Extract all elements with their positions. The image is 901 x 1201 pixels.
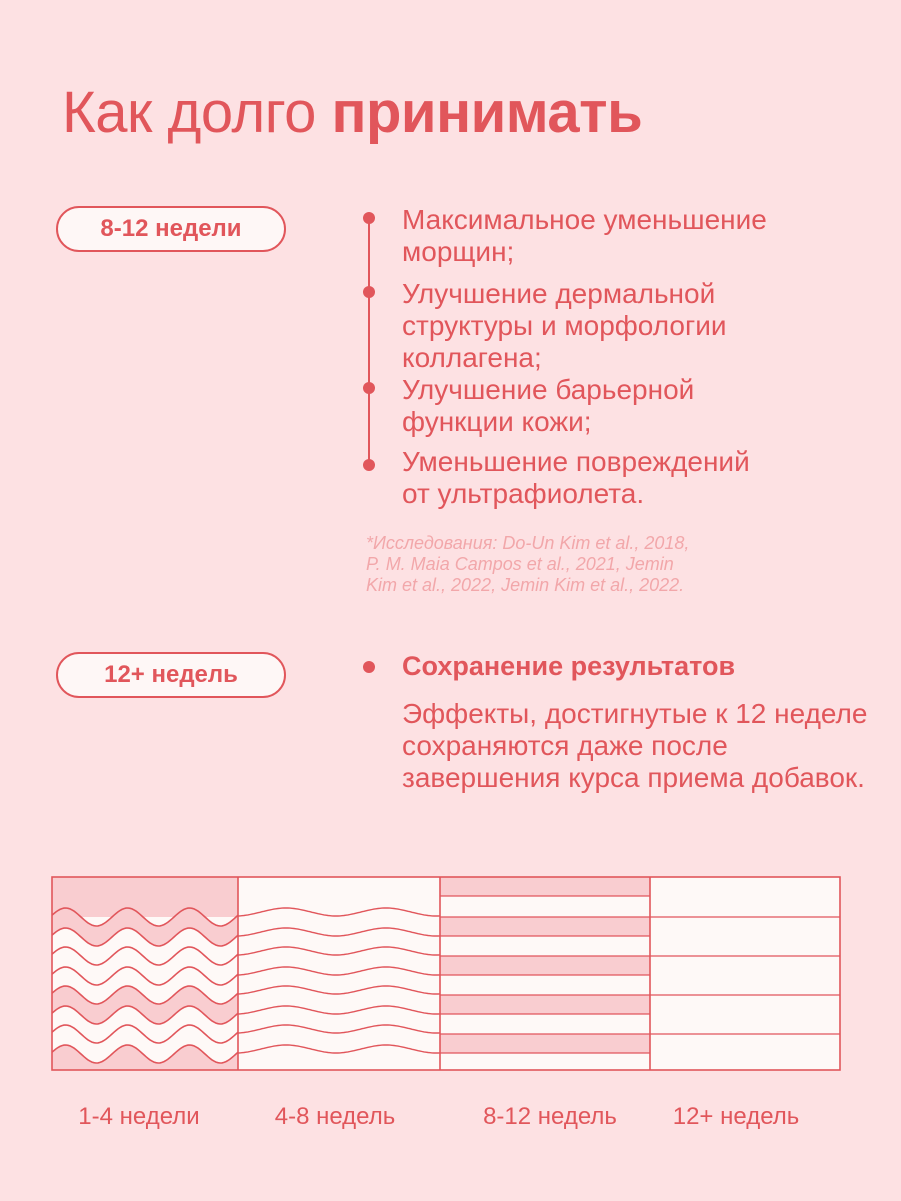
study-reference: *Исследования: Do-Un Kim et al., 2018, P. M. Maia Campos et al., 2021, Jemin Kim et al., 2022, Jemin Kim et al., 2022. [366,533,690,595]
stage-label: 12+ недель [672,1103,800,1130]
results-description: Эффекты, достигнутые к 12 неделе сохраняются даже после завершения курса приема добавок. [402,698,868,793]
stage-label: 1-4 недели [78,1103,200,1130]
results-heading: Сохранение результатов [402,651,736,681]
stage-panel-2 [236,877,442,1070]
benefit-item: Улучшение барьерной функции кожи; [402,374,695,437]
benefit-item: Максимальное уменьшение морщин; [402,204,767,267]
title-bold: принимать [331,80,643,145]
stage-panel-4 [650,877,840,1070]
stage-panel-1 [50,877,240,1080]
phase-badge-8-12: 8-12 недели [56,206,286,252]
benefit-item: Улучшение дермальной структуры и морфологии коллагена; [402,278,727,373]
stage-label: 4-8 недель [274,1103,396,1130]
benefit-item: Уменьшение повреждений от ультрафиолета. [402,446,750,509]
stage-label: 8-12 недель [483,1103,617,1130]
title-regular: Как долго [62,80,316,145]
phase-badge-12-plus: 12+ недель [56,652,286,698]
stage-panel-3 [440,877,650,1070]
